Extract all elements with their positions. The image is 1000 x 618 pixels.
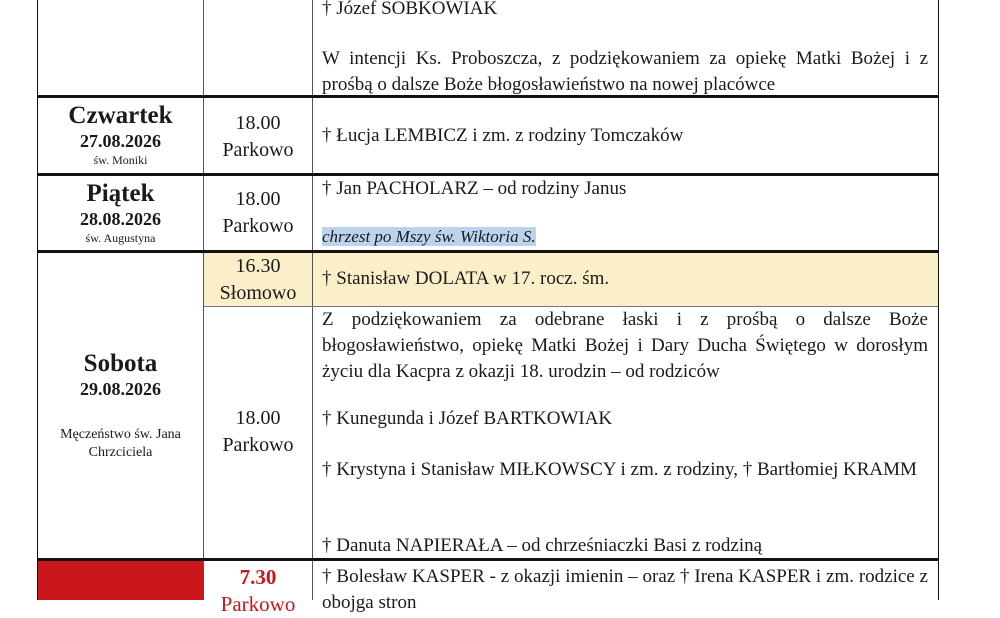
friday-day-cell	[38, 180, 203, 246]
friday-saint: św. Augustyna	[85, 231, 156, 245]
friday-time-cell	[204, 186, 312, 240]
friday-day-name: Piątek	[86, 180, 155, 207]
thursday-place: Parkowo	[222, 139, 294, 161]
saturday-mass1-time: 16.30	[235, 255, 281, 277]
saturday-day-cell	[38, 350, 203, 400]
sunday-day-cell	[38, 560, 203, 600]
saturday-mass2-intention-4: † Danuta NAPIERAŁA – od chrześniaczki Basi z rodziną	[322, 535, 763, 556]
thursday-intention: † Łucja LEMBICZ i zm. z rodziny Tomczaków	[322, 125, 684, 146]
saturday-mass2-intention-2: † Kunegunda i Józef BARTKOWIAK	[322, 408, 613, 429]
saturday-saint: Męczeństwo św. Jana Chrzciciela	[60, 427, 181, 460]
saturday-mass1-time-cell	[204, 253, 312, 307]
saturday-mass2-intention-1: Z podziękowaniem za odebrane łaski i z prośbą o dalsze Boże błogosławieństwo, opiekę Matki Bożej i Dary Ducha Świętego w dorosłym życiu dla Kacpra z okazji 18. urodzin – od rodziców	[322, 309, 928, 382]
friday-time: 18.00	[235, 188, 281, 210]
friday-note-line	[322, 224, 928, 250]
saturday-mass2-time-cell	[204, 405, 312, 459]
sunday-time-cell	[204, 564, 312, 618]
saturday-saint-cell	[38, 426, 203, 462]
column-divider-time	[312, 0, 313, 600]
top-intention-2: W intencji Ks. Proboszcza, z podziękowaniem za opiekę Matki Bożej i z prośbą o dalsze Boże błogosławieństwo na nowej placówce	[322, 48, 928, 95]
sunday-time: 7.30	[239, 565, 277, 589]
thursday-day-cell	[38, 102, 203, 168]
friday-intention: † Jan PACHOLARZ – od rodziny Janus	[322, 178, 627, 199]
friday-place: Parkowo	[222, 215, 294, 237]
saturday-mass1-intention: † Stanisław DOLATA w 17. rocz. śm.	[322, 268, 610, 289]
thursday-time-cell	[204, 110, 312, 164]
sunday-place: Parkowo	[220, 592, 296, 616]
saturday-date: 29.08.2026	[80, 379, 161, 399]
thursday-day-name: Czwartek	[68, 102, 173, 129]
thursday-date: 27.08.2026	[80, 131, 161, 151]
saturday-mass2-time: 18.00	[235, 407, 281, 429]
thursday-saint: św. Moniki	[93, 153, 148, 167]
saturday-mass2-intention-3: † Krystyna i Stanisław MIŁKOWSCY i zm. z rodziny, † Bartłomiej KRAMM	[322, 459, 917, 480]
saturday-day-name: Sobota	[83, 350, 158, 377]
sunday-intention: † Bolesław KASPER - z okazji imienin – oraz † Irena KASPER i zm. rodzice z obojga stron	[322, 566, 928, 613]
friday-date: 28.08.2026	[80, 209, 161, 229]
thursday-time: 18.00	[235, 112, 281, 134]
table-border-right	[938, 0, 939, 600]
row-separator-saturday	[37, 250, 939, 253]
saturday-mass2-place: Parkowo	[222, 434, 294, 456]
friday-baptism-note: chrzest po Mszy św. Wiktoria S.	[322, 227, 536, 246]
saturday-mass1-place: Słomowo	[219, 282, 297, 304]
table-border-left	[37, 0, 38, 600]
top-intention-1: † Józef SOBKOWIAK	[322, 0, 498, 19]
